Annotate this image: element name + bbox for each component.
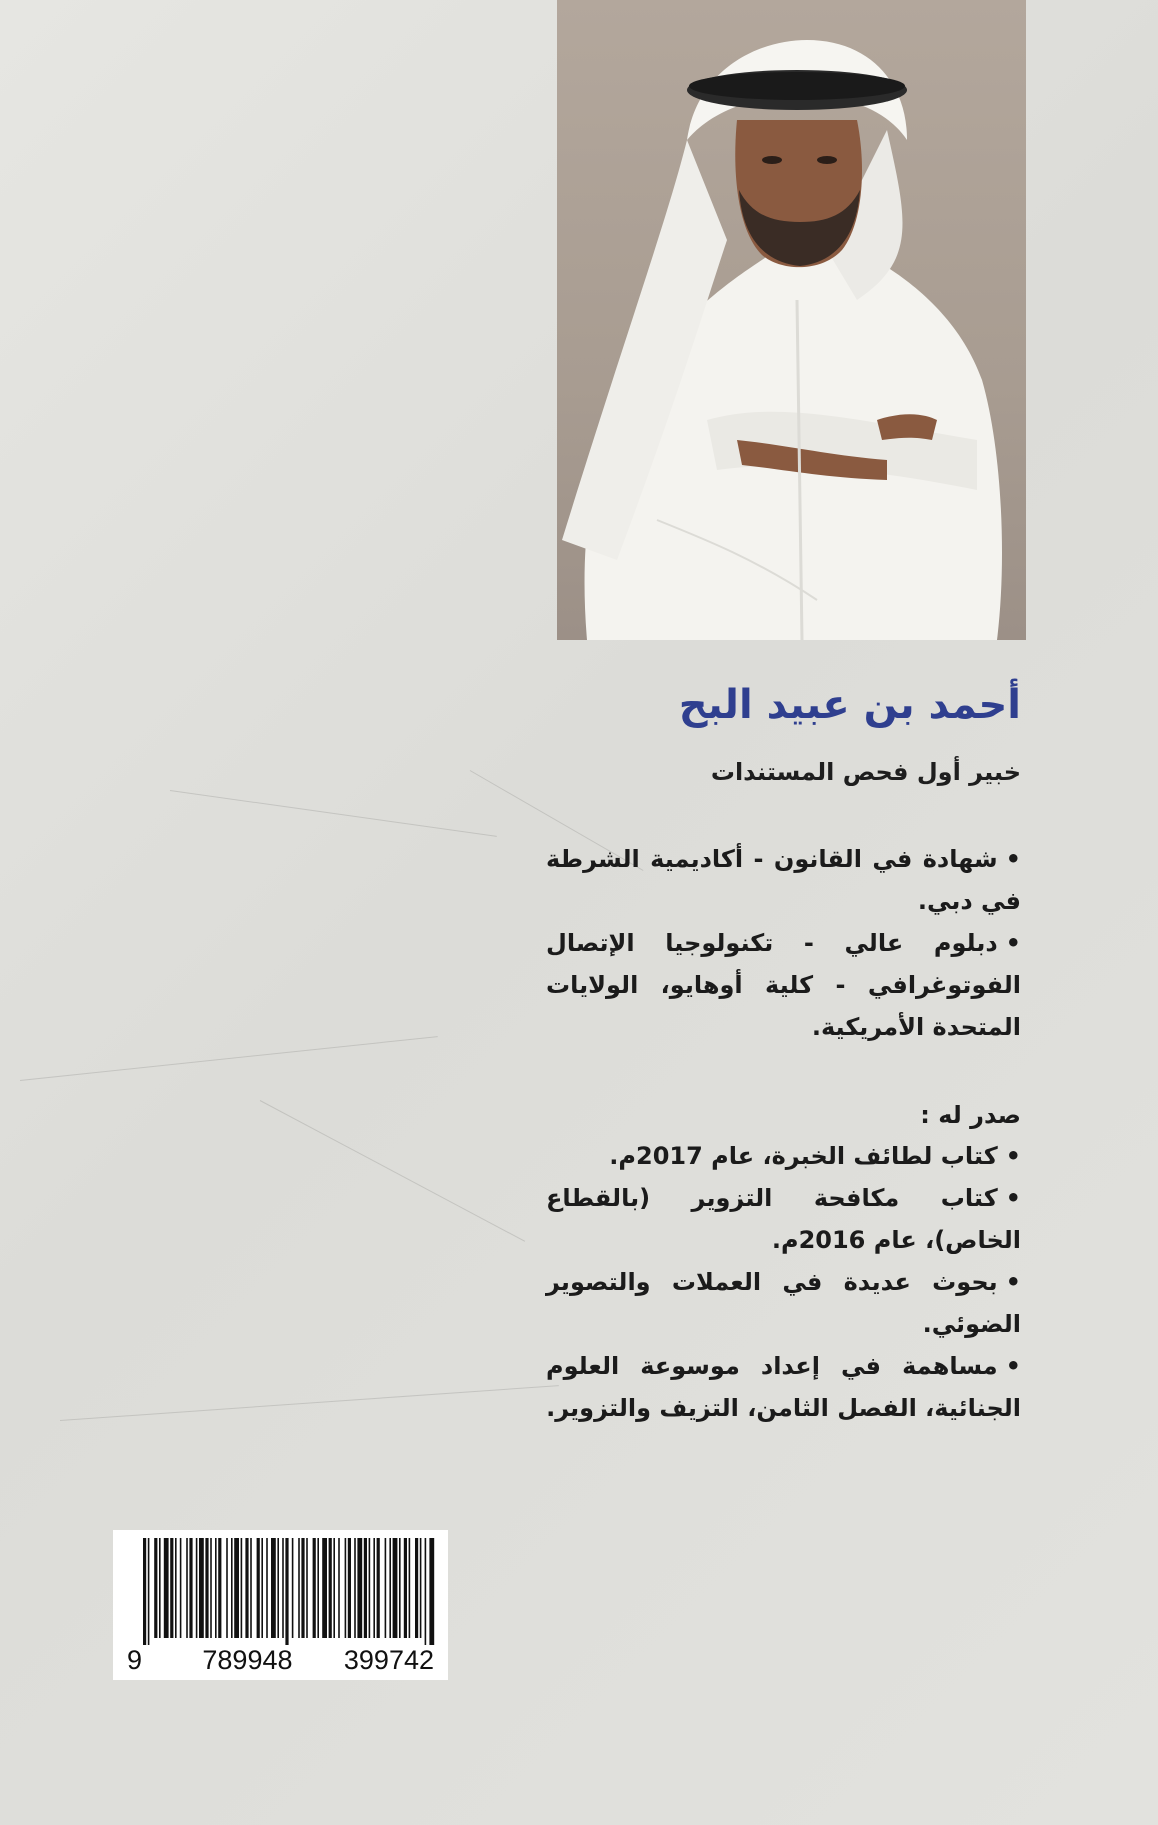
barcode-bar — [196, 1538, 198, 1638]
barcode-bar — [266, 1538, 268, 1638]
barcode-bar — [399, 1538, 401, 1638]
cover-crease — [170, 790, 497, 837]
author-title: خبير أول فحص المستندات — [710, 758, 1021, 786]
barcode-bar — [245, 1538, 248, 1638]
barcode-bar — [377, 1538, 380, 1638]
barcode-bar — [148, 1538, 150, 1645]
barcode-bar — [393, 1538, 398, 1638]
bullet: • — [1005, 1268, 1021, 1296]
barcode-bar — [345, 1538, 347, 1638]
barcode-bar — [205, 1538, 208, 1638]
bullet: • — [1005, 1184, 1021, 1212]
bullet: • — [1005, 929, 1021, 957]
cover-crease — [60, 1385, 559, 1421]
bullet: • — [1005, 845, 1021, 873]
barcode-bars — [113, 1530, 448, 1645]
barcode-prefix: 9 — [127, 1645, 143, 1675]
author-photo — [557, 0, 1026, 640]
barcode-bar — [292, 1538, 294, 1638]
barcode-bar — [218, 1538, 221, 1638]
barcode-group1: 789948 — [202, 1645, 293, 1675]
publication-text: كتاب لطائف الخبرة، عام 2017م. — [609, 1142, 998, 1170]
barcode-bar — [277, 1538, 279, 1638]
publication-text: بحوث عديدة في العملات والتصوير الضوئي. — [546, 1268, 1021, 1338]
barcode-bar — [261, 1538, 263, 1638]
bullet: • — [1005, 1142, 1021, 1170]
barcode-bar — [159, 1538, 161, 1638]
qualifications-list — [546, 838, 1021, 1048]
barcode-bar — [180, 1538, 182, 1638]
barcode-bar — [282, 1538, 284, 1638]
cover-crease — [260, 1100, 525, 1242]
barcode-bar — [241, 1538, 243, 1638]
author-name: أحمد بن عبيد البح — [678, 682, 1021, 728]
barcode-bar — [189, 1538, 192, 1638]
barcode-bar — [404, 1538, 407, 1638]
author-portrait-illustration — [557, 0, 1026, 640]
publications-header: صدر له : — [920, 1101, 1021, 1129]
cover-crease — [20, 1036, 438, 1081]
barcode-bar — [389, 1538, 391, 1638]
qualification-text: شهادة في القانون - أكاديمية الشرطة في دبي. — [546, 845, 1021, 915]
barcode-bar — [373, 1538, 375, 1638]
list-item — [546, 1135, 1021, 1177]
list-item — [546, 838, 1021, 922]
barcode-bar — [429, 1538, 434, 1645]
publication-text: كتاب مكافحة التزوير (بالقطاع الخاص)، عام 2016م. — [546, 1184, 1021, 1254]
barcode-bar — [175, 1538, 177, 1638]
barcode-bar — [425, 1538, 427, 1645]
isbn-barcode — [113, 1530, 448, 1680]
barcode-bar — [322, 1538, 327, 1638]
list-item — [546, 1177, 1021, 1261]
barcode-bar — [420, 1538, 422, 1638]
list-item — [546, 1261, 1021, 1345]
barcode-bar — [231, 1538, 233, 1638]
barcode-bar — [250, 1538, 252, 1638]
list-item — [546, 922, 1021, 1048]
barcode-bar — [317, 1538, 319, 1638]
list-item — [546, 1345, 1021, 1429]
barcode-bar — [409, 1538, 411, 1638]
barcode-bar — [257, 1538, 260, 1638]
barcode-bar — [415, 1538, 418, 1638]
barcode-bar — [186, 1538, 188, 1638]
barcode-bar — [385, 1538, 387, 1638]
barcode-bar — [348, 1538, 351, 1638]
barcode-bar — [154, 1538, 157, 1638]
barcode-bar — [298, 1538, 300, 1638]
bullet: • — [1005, 1352, 1021, 1380]
barcode-bar — [338, 1538, 340, 1638]
barcode-bar — [164, 1538, 169, 1638]
barcode-bar — [285, 1538, 288, 1645]
barcode-bar — [226, 1538, 228, 1638]
barcode-bar — [357, 1538, 362, 1638]
barcode-bar — [199, 1538, 204, 1638]
barcode-bar — [369, 1538, 371, 1638]
barcode-bar — [271, 1538, 276, 1638]
barcode-group2: 399742 — [343, 1645, 434, 1675]
barcode-bar — [333, 1538, 335, 1638]
barcode-bar — [306, 1538, 308, 1638]
barcode-bar — [234, 1538, 239, 1638]
barcode-bar — [313, 1538, 316, 1638]
barcode-bar — [354, 1538, 356, 1638]
barcode-number — [113, 1645, 448, 1676]
barcode-bar — [210, 1538, 212, 1638]
barcode-bar — [329, 1538, 332, 1638]
qualification-text: دبلوم عالي - تكنولوجيا الإتصال الفوتوغرافي - كلية أوهايو، الولايات المتحدة الأمريكية. — [546, 929, 1021, 1041]
publications-list — [546, 1135, 1021, 1429]
barcode-bar — [143, 1538, 146, 1645]
barcode-bar — [364, 1538, 367, 1638]
publication-text: مساهمة في إعداد موسوعة العلوم الجنائية، الفصل الثامن، التزيف والتزوير. — [546, 1352, 1021, 1422]
barcode-bar — [215, 1538, 217, 1638]
barcode-bar — [170, 1538, 173, 1638]
barcode-bar — [301, 1538, 304, 1638]
